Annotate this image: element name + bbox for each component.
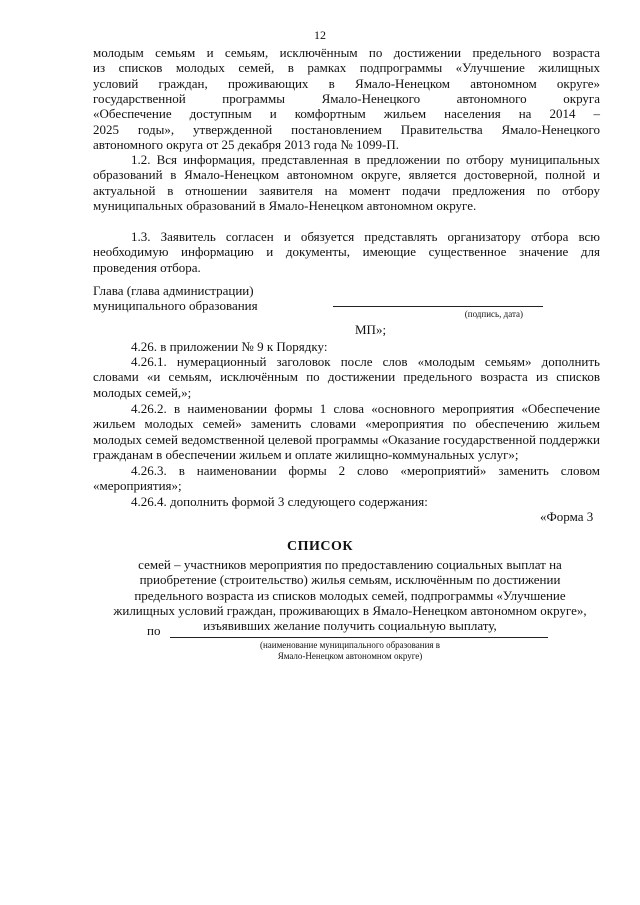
intro-line: из списков молодых семей, в рамках подпрограммы «Улучшение жилищных: [93, 60, 600, 75]
list-subtitle: семей – участников мероприятия по предоставлению социальных выплат на приобретение (строительство) жилья семьям, исключённым по достижении предельного возраста из списков молодых семей, подпрограммы «Улучшение жилищных условий граждан, проживающих в Ямало-Ненецком автономном округе», изъявивших желание получить социальную выплату,: [113, 557, 587, 634]
signature-caption: (подпись, дата): [464, 309, 523, 319]
item-4-26-1: 4.26.1. нумерационный заголовок после слов «молодым семьям» дополнить словами «и семьям, исключённым по достижении предельного возраста из списков молодых семей,»;: [93, 354, 600, 400]
po-label: по: [147, 623, 161, 638]
signature-line: [333, 306, 543, 307]
intro-line: 2025 годы», утвержденной постановлением Правительства Ямало-Ненецкого: [93, 122, 600, 137]
item-4-26-3: 4.26.3. в наименовании формы 2 слово «мероприятий» заменить словом «мероприятия»;: [93, 463, 600, 494]
item-1-2: 1.2. Вся информация, представленная в предложении по отбору муниципальных образований в Ямало-Ненецком автономном округе, является достоверной, полной и актуальной в отношении заявителя на момент подачи предложения по отбору муниципальных образований в Ямало-Ненецком автономном округе.: [93, 152, 600, 213]
municipality-caption-line: (наименование муниципального образования в: [259, 640, 441, 650]
municipality-line: [170, 637, 548, 638]
item-4-26: 4.26. в приложении № 9 к Порядку:: [131, 339, 328, 354]
signatory-org: муниципального образования: [93, 298, 258, 313]
intro-line: автономного округа от 25 декабря 2013 года № 1099-П.: [93, 137, 400, 152]
intro-line: «Обеспечение доступным и комфортным жильем населения на 2014 –: [93, 106, 600, 121]
page-number: 12: [314, 28, 326, 42]
item-1-3: 1.3. Заявитель согласен и обязуется представлять организатору отбора всю необходимую информацию и документы, имеющие существенное значение для проведения отбора.: [93, 229, 600, 275]
list-title: СПИСОК: [286, 539, 354, 554]
item-4-26-2: 4.26.2. в наименовании формы 1 слова «основного мероприятия «Обеспечение жильем молодых семей» заменить словами «мероприятия по обеспечению жильем молодых семей ведомственной целевой программы «Оказание государственной поддержки гражданам в обеспечении жильем и оплате жилищно-коммунальных услуг»;: [93, 401, 600, 462]
form-label: «Форма 3: [540, 509, 594, 524]
intro-line: молодым семьям и семьям, исключённым по достижении предельного возраста: [93, 45, 600, 60]
municipality-caption-line: Ямало-Ненецком автономном округе): [277, 651, 423, 661]
signatory-title: Глава (глава администрации): [93, 283, 254, 298]
intro-line: условий граждан, проживающих в Ямало-Ненецком автономном округе»: [93, 76, 600, 91]
seal-label: МП»;: [355, 322, 387, 337]
intro-line: государственной программы Ямало-Ненецкого автономного округа: [93, 91, 600, 106]
item-4-26-4: 4.26.4. дополнить формой 3 следующего содержания:: [131, 494, 428, 509]
